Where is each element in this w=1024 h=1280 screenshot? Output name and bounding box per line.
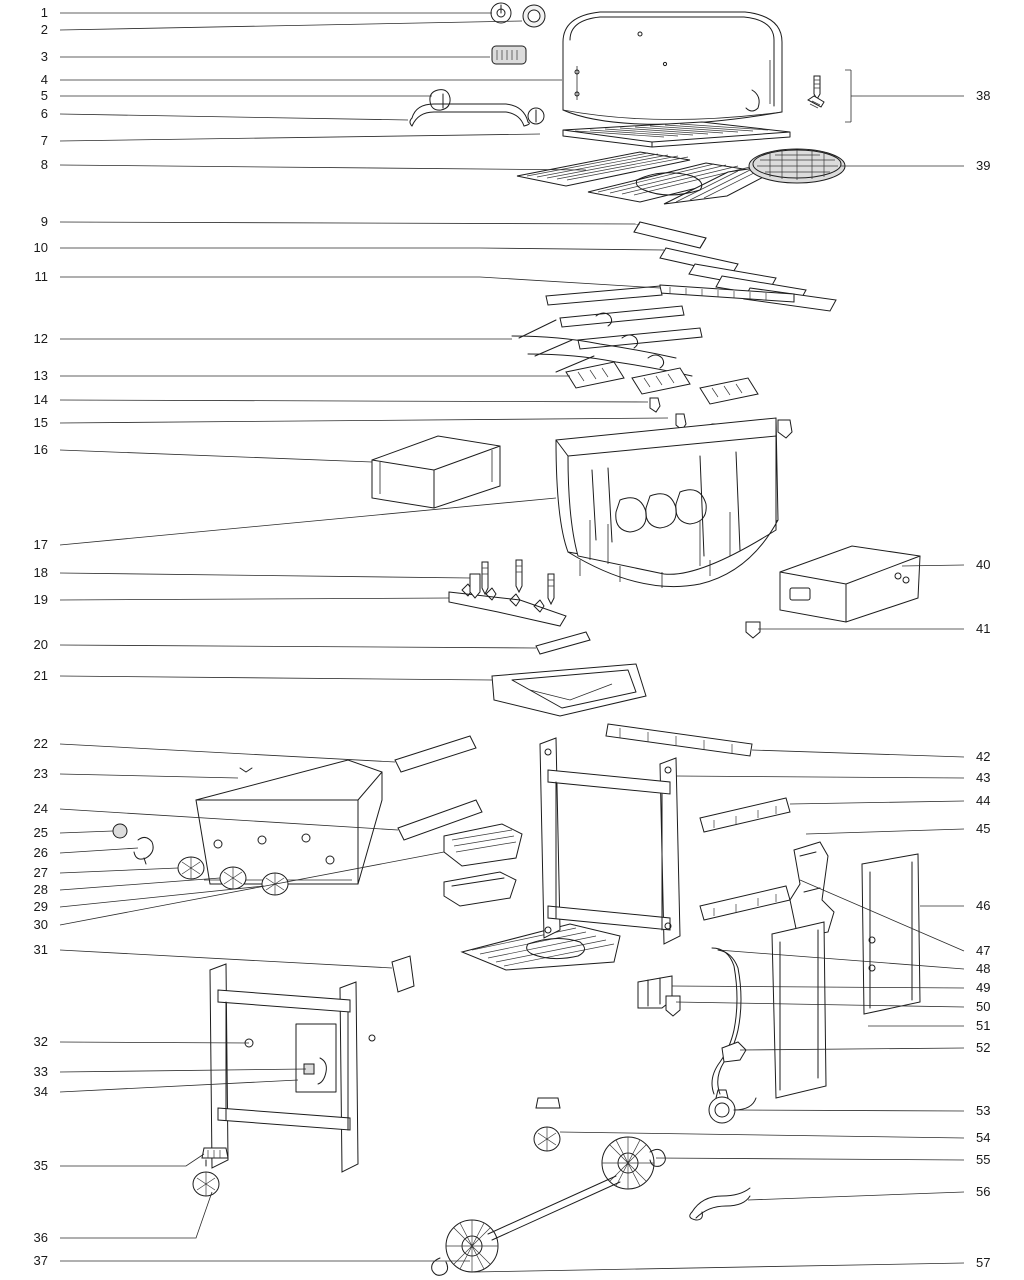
callout-number-17: 17 [33, 537, 48, 552]
callout-number-38: 38 [976, 88, 991, 103]
part-25-26-small-hardware [113, 824, 153, 864]
part-3-igniter [492, 46, 526, 64]
callout-number-9: 9 [40, 214, 48, 229]
part-35-36-casters [193, 1148, 228, 1196]
callout-number-25: 25 [33, 825, 48, 840]
part-11-burner-assembly [519, 285, 794, 372]
callout-number-54: 54 [976, 1130, 991, 1145]
part-41-clip [746, 622, 760, 638]
part-22-front-trim [395, 736, 476, 772]
callout-number-22: 22 [33, 736, 48, 751]
part-23-control-panel [196, 760, 382, 884]
callout-number-23: 23 [33, 766, 48, 781]
callout-number-37: 37 [33, 1253, 48, 1268]
callout-number-1: 1 [40, 5, 48, 20]
part-29-catch-pan-holder [444, 872, 516, 906]
part-39-round-grate [749, 149, 845, 183]
part-20-trim-bar [536, 632, 590, 654]
callout-number-41: 41 [976, 621, 991, 636]
callout-number-12: 12 [33, 331, 48, 346]
callout-number-56: 56 [976, 1184, 991, 1199]
part-55-57-wheels-axle [432, 1137, 666, 1275]
callout-number-57: 57 [976, 1255, 991, 1270]
callout-number-48: 48 [976, 961, 991, 976]
callout-number-10: 10 [33, 240, 48, 255]
callout-number-35: 35 [33, 1158, 48, 1173]
part-8-cooking-grates [517, 152, 790, 204]
callout-number-20: 20 [33, 637, 48, 652]
part-16-catch-pan [372, 436, 500, 508]
part-32-33-34-left-frame [210, 964, 375, 1172]
part-43-frame [540, 738, 680, 944]
part-5-handle-bracket [430, 90, 450, 110]
callout-number-8: 8 [40, 157, 48, 172]
callout-number-45: 45 [976, 821, 991, 836]
part-56-cable [690, 1188, 750, 1220]
callout-number-32: 32 [33, 1034, 48, 1049]
callout-number-43: 43 [976, 770, 991, 785]
callout-number-30: 30 [33, 917, 48, 932]
callout-number-34: 34 [33, 1084, 48, 1099]
part-44-45-braces [700, 798, 790, 920]
part-7-warming-rack [563, 122, 790, 147]
callout-number-49: 49 [976, 980, 991, 995]
part-28-drip-pan [444, 824, 522, 866]
callout-number-33: 33 [33, 1064, 48, 1079]
part-40-side-table [780, 546, 920, 622]
part-51-52-53-hose-regulator [709, 948, 756, 1123]
callout-number-36: 36 [33, 1230, 48, 1245]
callout-number-5: 5 [40, 88, 48, 103]
callout-number-15: 15 [33, 415, 48, 430]
callout-number-44: 44 [976, 793, 991, 808]
callout-number-50: 50 [976, 999, 991, 1014]
callout-number-39: 39 [976, 158, 991, 173]
callout-number-27: 27 [33, 865, 48, 880]
callout-number-55: 55 [976, 1152, 991, 1167]
callout-number-47: 47 [976, 943, 991, 958]
callout-number-24: 24 [33, 801, 48, 816]
callout-number-19: 19 [33, 592, 48, 607]
callout-number-28: 28 [33, 882, 48, 897]
part-54-caster [534, 1098, 560, 1151]
callout-number-29: 29 [33, 899, 48, 914]
part-6-handle [410, 104, 544, 126]
callout-number-7: 7 [40, 133, 48, 148]
part-17-cookbox [556, 418, 778, 588]
callout-number-3: 3 [40, 49, 48, 64]
callout-number-42: 42 [976, 749, 991, 764]
part-48-door-panel [772, 922, 826, 1098]
part-13-heat-deflectors [566, 362, 758, 404]
part-50-clip [666, 996, 680, 1016]
callout-number-31: 31 [33, 942, 48, 957]
part-21-grease-pan [492, 664, 646, 716]
callout-number-2: 2 [40, 22, 48, 37]
callout-number-14: 14 [33, 392, 48, 407]
part-30-bottom-grate [462, 924, 620, 970]
callout-number-4: 4 [40, 72, 48, 87]
callout-number-18: 18 [33, 565, 48, 580]
part-4-lid [563, 12, 782, 124]
callout-number-16: 16 [33, 442, 48, 457]
callout-number-52: 52 [976, 1040, 991, 1055]
callout-number-13: 13 [33, 368, 48, 383]
part-31-bracket [392, 956, 414, 992]
callout-number-11: 11 [34, 269, 48, 284]
callout-number-26: 26 [33, 845, 48, 860]
part-42-rail [606, 724, 752, 756]
part-2-bezel [523, 5, 545, 27]
part-38-screws [808, 70, 862, 122]
callout-number-21: 21 [33, 668, 48, 683]
part-1-knob [491, 3, 511, 23]
callout-number-53: 53 [976, 1103, 991, 1118]
callout-number-40: 40 [976, 557, 991, 572]
part-47-tank-bracket [790, 842, 834, 938]
callout-number-46: 46 [976, 898, 991, 913]
part-46-side-panel [862, 854, 920, 1014]
callout-number-51: 51 [976, 1018, 991, 1033]
callout-number-6: 6 [40, 106, 48, 121]
